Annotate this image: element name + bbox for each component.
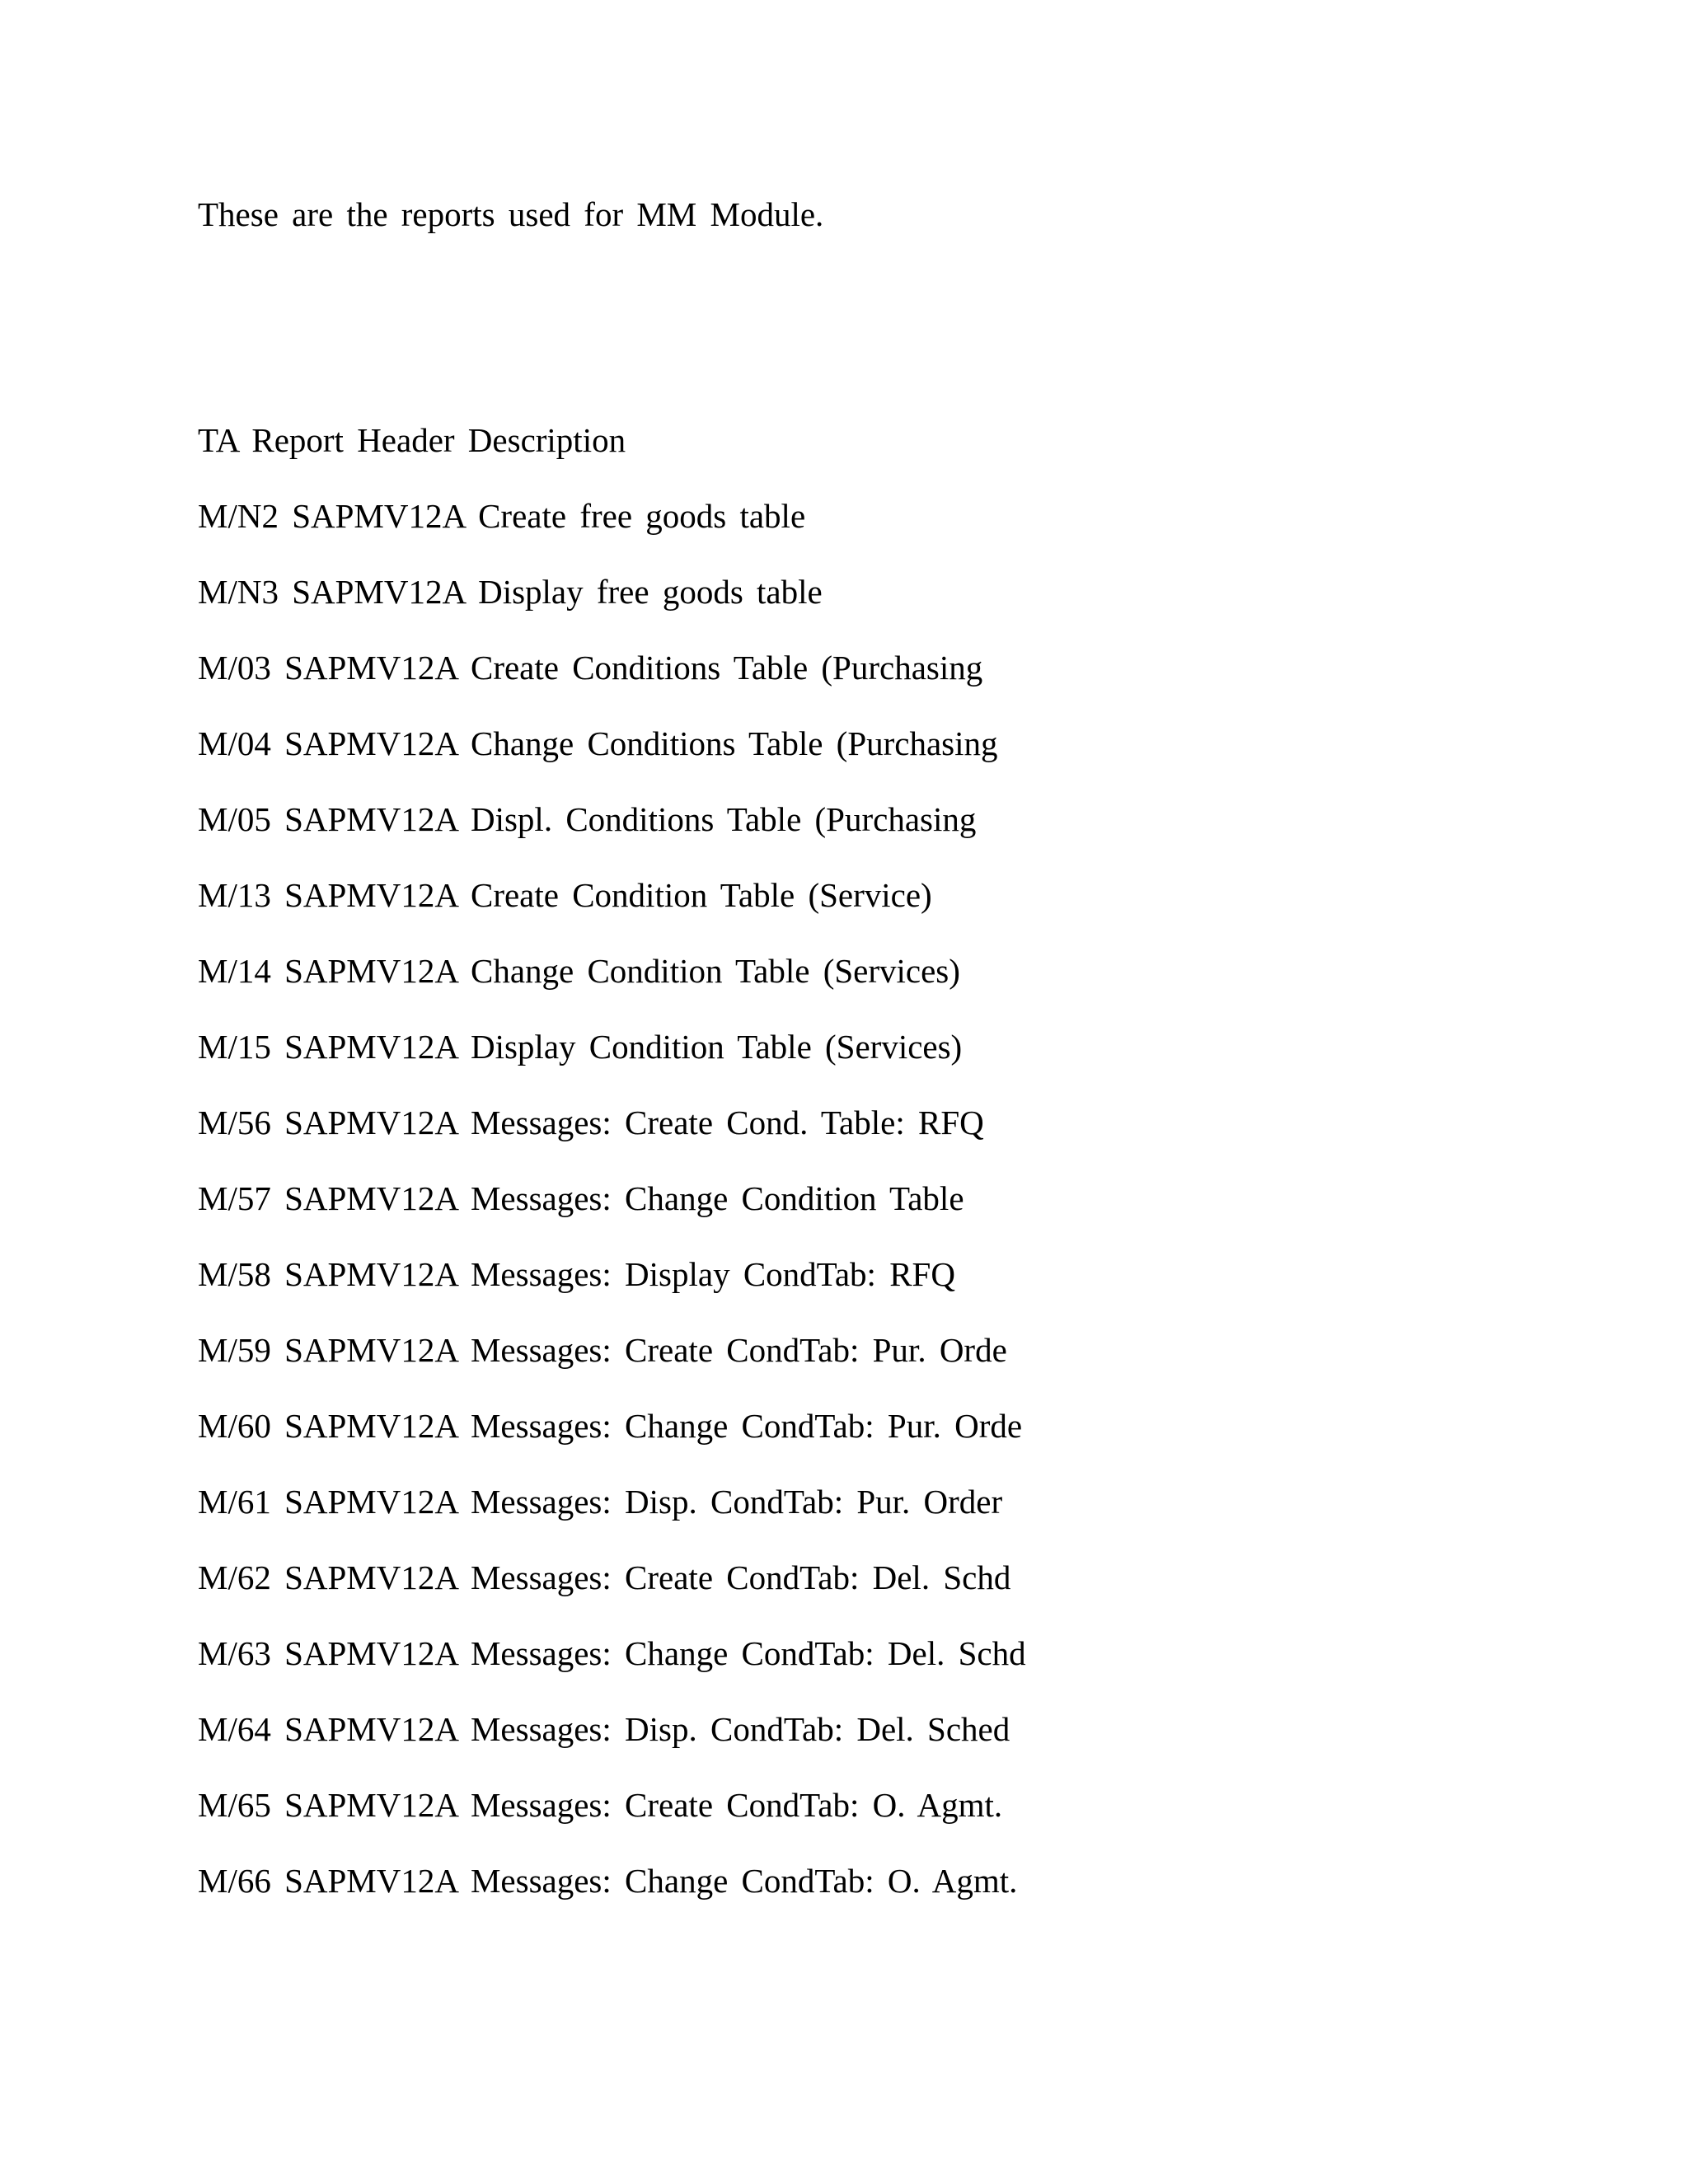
report-row: M/56 SAPMV12A Messages: Create Cond. Table: RFQ (198, 1104, 984, 1141)
report-row: M/66 SAPMV12A Messages: Change CondTab: O. Agmt. (198, 1862, 1018, 1900)
report-row: M/65 SAPMV12A Messages: Create CondTab: O. Agmt. (198, 1786, 1003, 1824)
report-row: M/59 SAPMV12A Messages: Create CondTab: Pur. Orde (198, 1331, 1007, 1369)
report-row: M/03 SAPMV12A Create Conditions Table (Purchasing (198, 649, 983, 687)
report-row: M/15 SAPMV12A Display Condition Table (Services) (198, 1028, 963, 1066)
report-row: M/57 SAPMV12A Messages: Change Condition Table (198, 1179, 964, 1217)
report-row: M/64 SAPMV12A Messages: Disp. CondTab: Del. Sched (198, 1710, 1010, 1748)
report-row: M/13 SAPMV12A Create Condition Table (Service) (198, 876, 932, 914)
report-row: M/N2 SAPMV12A Create free goods table (198, 497, 806, 535)
report-list (198, 420, 1026, 1937)
report-row: M/14 SAPMV12A Change Condition Table (Services) (198, 952, 960, 990)
intro-text: These are the reports used for MM Module. (198, 195, 824, 233)
report-row: M/60 SAPMV12A Messages: Change CondTab: Pur. Orde (198, 1407, 1023, 1445)
report-row: M/62 SAPMV12A Messages: Create CondTab: Del. Schd (198, 1558, 1011, 1596)
report-header-line: TA Report Header Description (198, 421, 626, 459)
report-row: M/05 SAPMV12A Displ. Conditions Table (Purchasing (198, 800, 977, 838)
report-row: M/N3 SAPMV12A Display free goods table (198, 573, 823, 611)
report-row: M/04 SAPMV12A Change Conditions Table (Purchasing (198, 724, 998, 762)
report-row: M/63 SAPMV12A Messages: Change CondTab: Del. Schd (198, 1634, 1026, 1672)
report-row: M/58 SAPMV12A Messages: Display CondTab: RFQ (198, 1255, 955, 1293)
report-row: M/61 SAPMV12A Messages: Disp. CondTab: Pur. Order (198, 1483, 1003, 1521)
